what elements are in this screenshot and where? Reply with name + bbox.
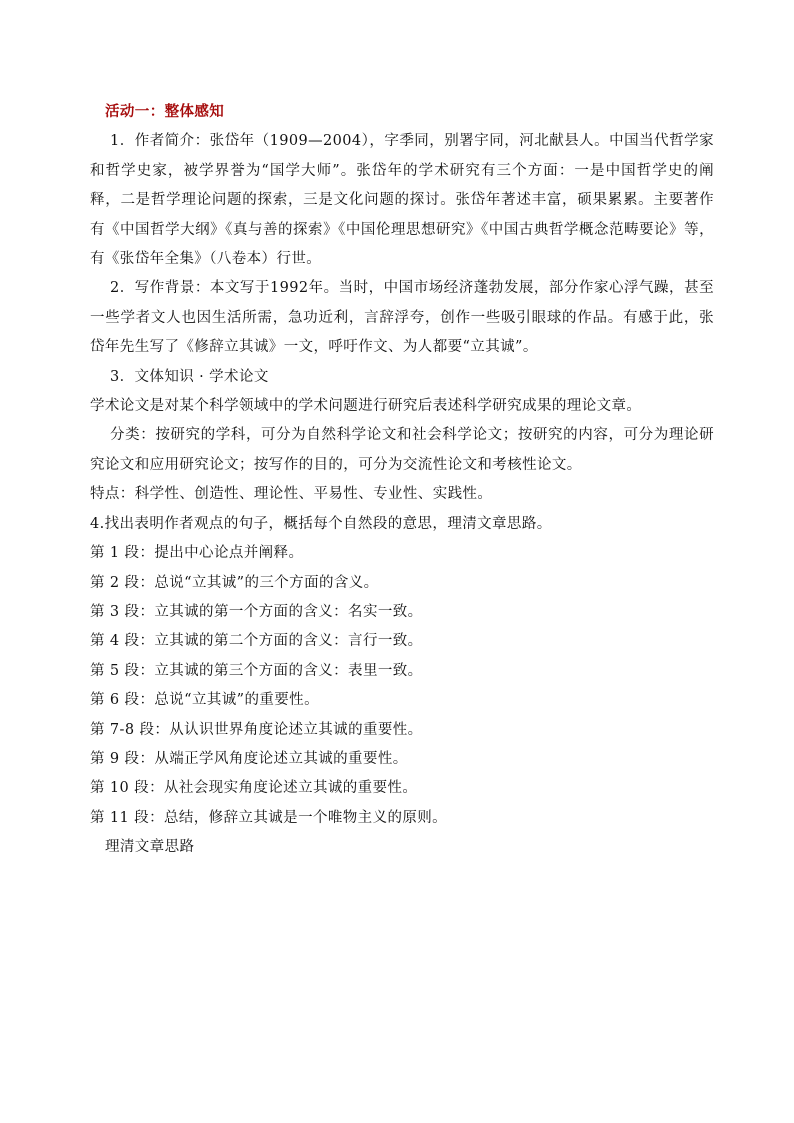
paragraph-summary: 第 10 段：从社会现实角度论述立其诚的重要性。 bbox=[90, 780, 418, 797]
footer-note: 理清文章思路 bbox=[105, 839, 195, 856]
genre-classification: 分类：按研究的学科，可分为自然科学论文和社会科学论文；按研究的内容，可分为理论研究论文和应用研究论文；按写作的目的，可分为交流性论文和考核性论文。 bbox=[90, 427, 714, 473]
genre-features: 特点：科学性、创造性、理论性、平易性、专业性、实践性。 bbox=[90, 486, 493, 503]
genre-definition: 学术论文是对某个科学领域中的学术问题进行研究后表述科学研究成果的理论文章。 bbox=[90, 398, 642, 415]
paragraph-summary: 第 3 段：立其诚的第一个方面的含义：名实一致。 bbox=[90, 603, 423, 620]
task-title: 4.找出表明作者观点的句子，概括每个自然段的意思，理清文章思路。 bbox=[90, 515, 552, 532]
document-content bbox=[90, 98, 714, 863]
genre-title: 3．文体知识 · 学术论文 bbox=[110, 368, 269, 385]
paragraph-summary: 第 11 段：总结，修辞立其诚是一个唯物主义的原则。 bbox=[90, 809, 448, 826]
paragraph-summary: 第 6 段：总说“立其诚”的重要性。 bbox=[90, 692, 319, 709]
paragraph-summary: 第 1 段：提出中心论点并阐释。 bbox=[90, 545, 304, 562]
paragraph-summary: 第 5 段：立其诚的第三个方面的含义：表里一致。 bbox=[90, 662, 423, 679]
paragraph-summary: 第 4 段：立其诚的第二个方面的含义：言行一致。 bbox=[90, 633, 423, 650]
author-intro: 1．作者简介：张岱年（1909—2004），字季同，别署宇同，河北献县人。中国当代哲学家和哲学史家，被学界誉为“国学大师”。张岱年的学术研究有三个方面：一是中国哲学史的阐释，二是哲学理论问题的探索，三是文化问题的探讨。张岱年著述丰富，硕果累累。主要著作有《中国哲学大纲》《真与善的探索》《中国伦理思想研究》《中国古典哲学概念范畴要论》等，有《张岱年全集》（八卷本）行世。 bbox=[90, 133, 714, 268]
paragraph-summary: 第 9 段：从端正学风角度论述立其诚的重要性。 bbox=[90, 750, 408, 767]
paragraph-summary: 第 7-8 段：从认识世界角度论述立其诚的重要性。 bbox=[90, 721, 423, 738]
activity-title: 活动一：整体感知 bbox=[105, 104, 225, 120]
writing-background: 2．写作背景：本文写于1992年。当时，中国市场经济蓬勃发展，部分作家心浮气躁，甚至一些学者文人也因生活所需，急功近利，言辞浮夸，创作一些吸引眼球的作品。有感于此，张岱年先生写了《修辞立其诚》一文，呼吁作文、为人都要“立其诚”。 bbox=[90, 280, 714, 356]
paragraph-summary: 第 2 段：总说“立其诚”的三个方面的含义。 bbox=[90, 574, 379, 591]
